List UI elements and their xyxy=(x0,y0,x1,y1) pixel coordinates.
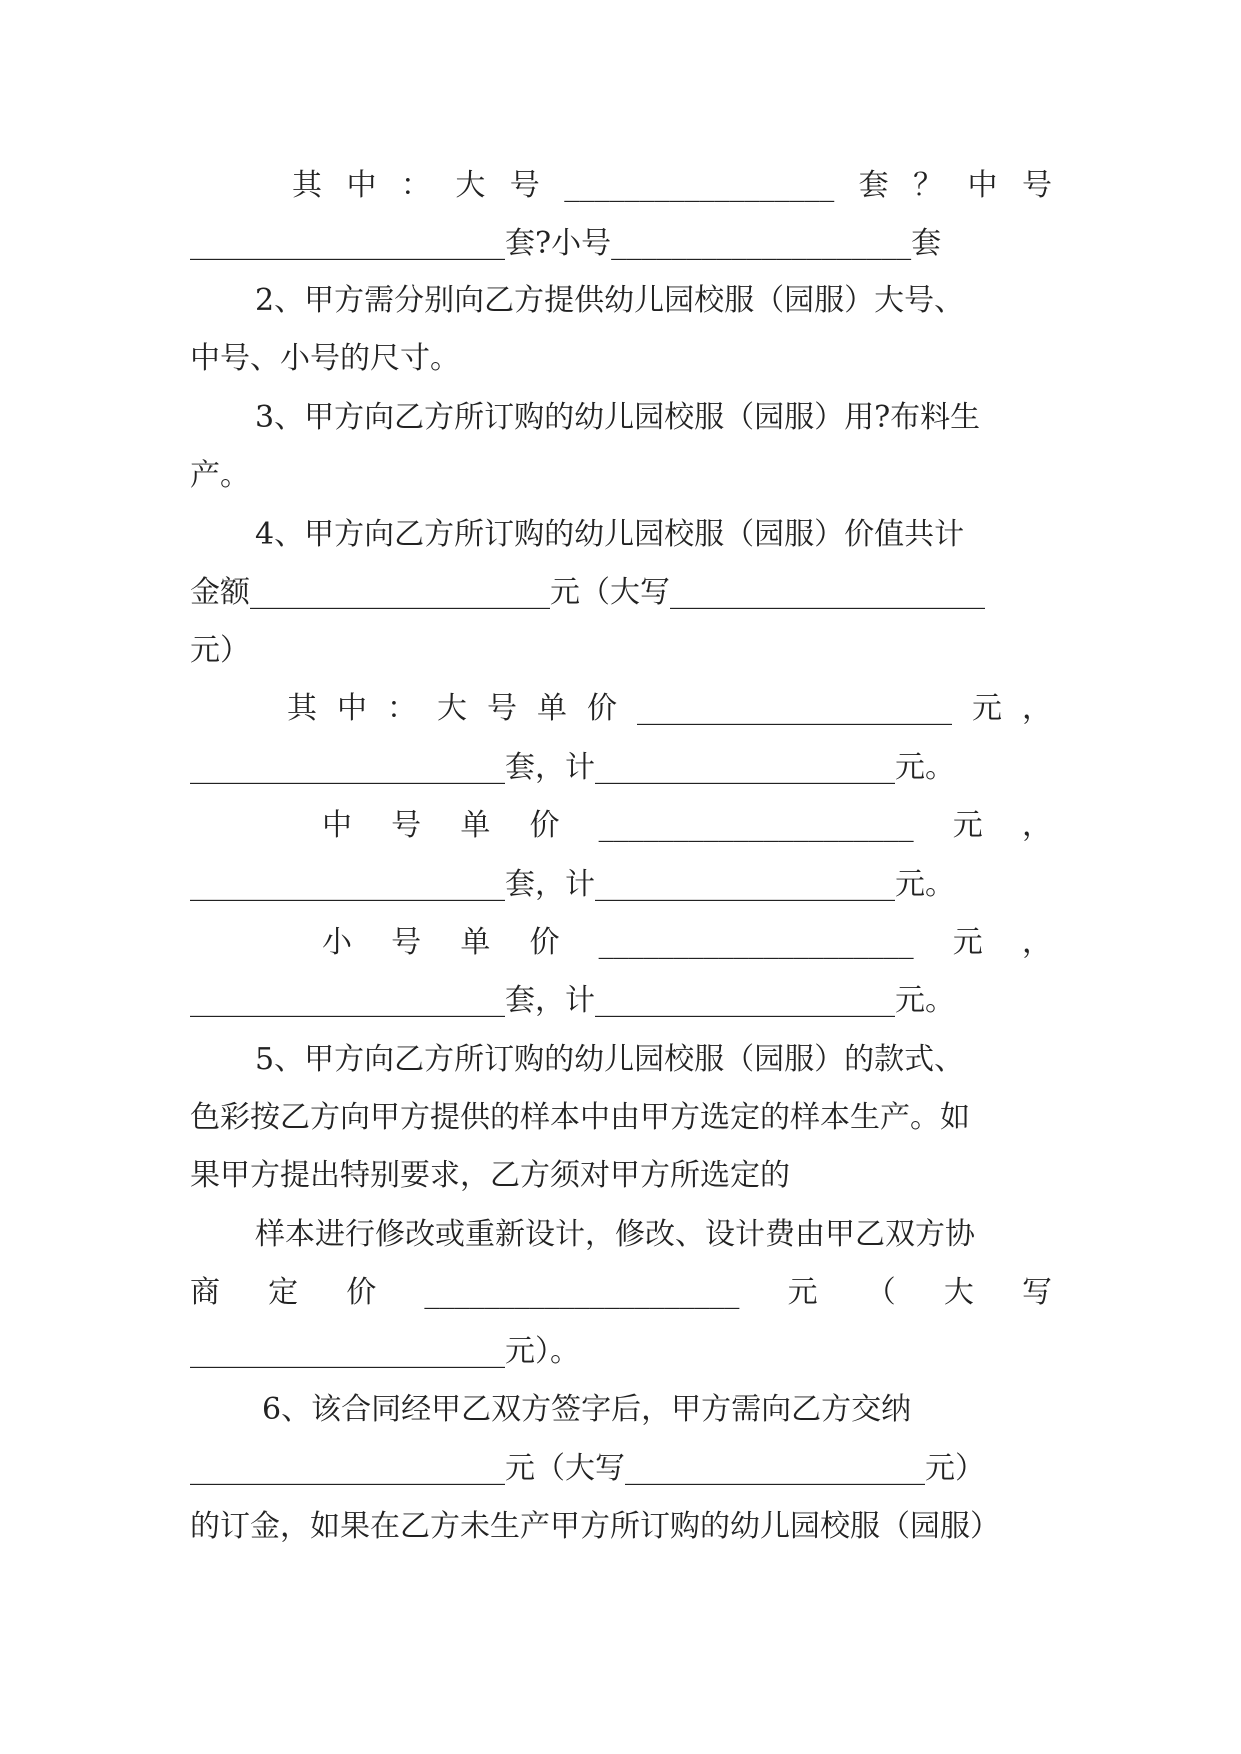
text-fragment: ？ xyxy=(913,168,944,203)
text-line: 5、甲方向乙方所订购的幼儿园校服（园服）的款式、 xyxy=(255,1042,965,1077)
text-fragment: 元 xyxy=(952,808,983,843)
blank-field: _____________________ xyxy=(424,1275,740,1310)
clause-5-line-6 xyxy=(190,1329,1052,1375)
clause-5-line-5 xyxy=(190,1270,1052,1316)
clause-2-line-2 xyxy=(190,336,1052,382)
text-fragment: ： xyxy=(400,168,431,203)
text-line: 元） xyxy=(190,633,250,668)
text-fragment: 号 xyxy=(1021,168,1052,203)
clause-4-line-2 xyxy=(190,570,1052,616)
clause-5-line-3 xyxy=(190,1153,1052,1199)
clause-5-line-1 xyxy=(255,1037,1052,1083)
text-line: 样本进行修改或重新设计，修改、设计费由甲乙双方协 xyxy=(255,1217,975,1252)
text-line: 6、该合同经甲乙双方签字后，甲方需向乙方交纳 xyxy=(262,1392,912,1427)
text-fragment: 价 xyxy=(529,925,560,960)
clause-2-line-1 xyxy=(255,278,1052,324)
text-fragment: 中 xyxy=(337,691,367,726)
blank-field: _____________________ xyxy=(637,691,952,726)
text-fragment: 元 xyxy=(952,925,983,960)
clause-3-line-2 xyxy=(190,453,1052,499)
clause-5-line-2 xyxy=(190,1095,1052,1141)
text-fragment: ， xyxy=(1022,691,1052,726)
large-size-price-line xyxy=(287,686,1052,732)
medium-size-total-line xyxy=(190,862,1052,908)
text-fragment: 商 xyxy=(190,1275,220,1310)
text-fragment: 其 xyxy=(287,691,317,726)
medium-size-price-line xyxy=(322,803,1052,849)
text-fragment: ： xyxy=(387,691,417,726)
text-line: _____________________套，计____________________元。 xyxy=(190,750,955,785)
text-fragment: 号 xyxy=(391,925,422,960)
text-fragment: 写 xyxy=(1021,1275,1052,1310)
text-line: _____________________套，计____________________元。 xyxy=(190,983,955,1018)
text-fragment: 单 xyxy=(460,925,491,960)
text-fragment: 价 xyxy=(529,808,560,843)
clause-3-line-1 xyxy=(255,395,1052,441)
clause-6-line-1 xyxy=(262,1387,1052,1433)
text-fragment: 定 xyxy=(268,1275,299,1310)
text-fragment: 号 xyxy=(487,691,517,726)
text-fragment: 元 xyxy=(787,1275,818,1310)
small-size-price-line xyxy=(322,920,1052,966)
text-fragment: 元 xyxy=(972,691,1002,726)
blank-field: _____________________ xyxy=(598,808,914,843)
text-fragment: 单 xyxy=(537,691,567,726)
text-line: 3、甲方向乙方所订购的幼儿园校服（园服）用?布料生 xyxy=(255,400,981,435)
small-size-total-line xyxy=(190,978,1052,1024)
blank-field: __________________ xyxy=(564,168,835,203)
text-line: _____________________元）。 xyxy=(190,1334,580,1369)
text-fragment: 价 xyxy=(587,691,617,726)
text-fragment: 价 xyxy=(346,1275,377,1310)
blank-field: _____________________ xyxy=(598,925,914,960)
text-line: _____________________元（大写____________________元） xyxy=(190,1451,985,1486)
text-fragment: 号 xyxy=(391,808,422,843)
clause-5-line-4 xyxy=(255,1212,1052,1258)
text-fragment: ， xyxy=(1021,808,1052,843)
text-fragment: 中 xyxy=(967,168,998,203)
text-fragment: 套 xyxy=(858,168,889,203)
text-fragment: 大 xyxy=(943,1275,974,1310)
text-fragment: 其 xyxy=(292,168,322,203)
text-line: 果甲方提出特别要求，乙方须对甲方所选定的 xyxy=(190,1158,790,1193)
text-line: 金额____________________元（大写_____________________ xyxy=(190,575,985,610)
size-quantity-line xyxy=(292,163,1052,209)
text-line: 产。 xyxy=(190,458,250,493)
clause-6-line-2 xyxy=(190,1446,1052,1492)
text-fragment: 单 xyxy=(460,808,491,843)
text-fragment: 大 xyxy=(437,691,467,726)
text-fragment: 中 xyxy=(322,808,352,843)
text-line: 4、甲方向乙方所订购的幼儿园校服（园服）价值共计 xyxy=(255,517,965,552)
clause-6-line-3 xyxy=(190,1504,1052,1550)
text-fragment: ， xyxy=(1021,925,1052,960)
clause-4-line-1 xyxy=(255,512,1052,558)
large-size-total-line xyxy=(190,745,1052,791)
text-fragment: 中 xyxy=(346,168,377,203)
text-line: 的订金，如果在乙方未生产甲方所订购的幼儿园校服（园服） xyxy=(190,1509,1000,1544)
text-line: _____________________套，计____________________元。 xyxy=(190,867,955,902)
clause-4-line-3 xyxy=(190,628,1052,674)
text-fragment: 小 xyxy=(322,925,352,960)
text-fragment: 号 xyxy=(509,168,540,203)
text-line: 色彩按乙方向甲方提供的样本中由甲方选定的样本生产。如 xyxy=(190,1100,970,1135)
size-quantity-line-continued xyxy=(190,221,1052,267)
text-fragment: （ xyxy=(865,1275,896,1310)
text-fragment: 大 xyxy=(455,168,486,203)
text-line: 中号、小号的尺寸。 xyxy=(190,341,460,376)
text-line: _____________________套?小号____________________套 xyxy=(190,226,942,261)
text-line: 2、甲方需分别向乙方提供幼儿园校服（园服）大号、 xyxy=(255,283,965,318)
